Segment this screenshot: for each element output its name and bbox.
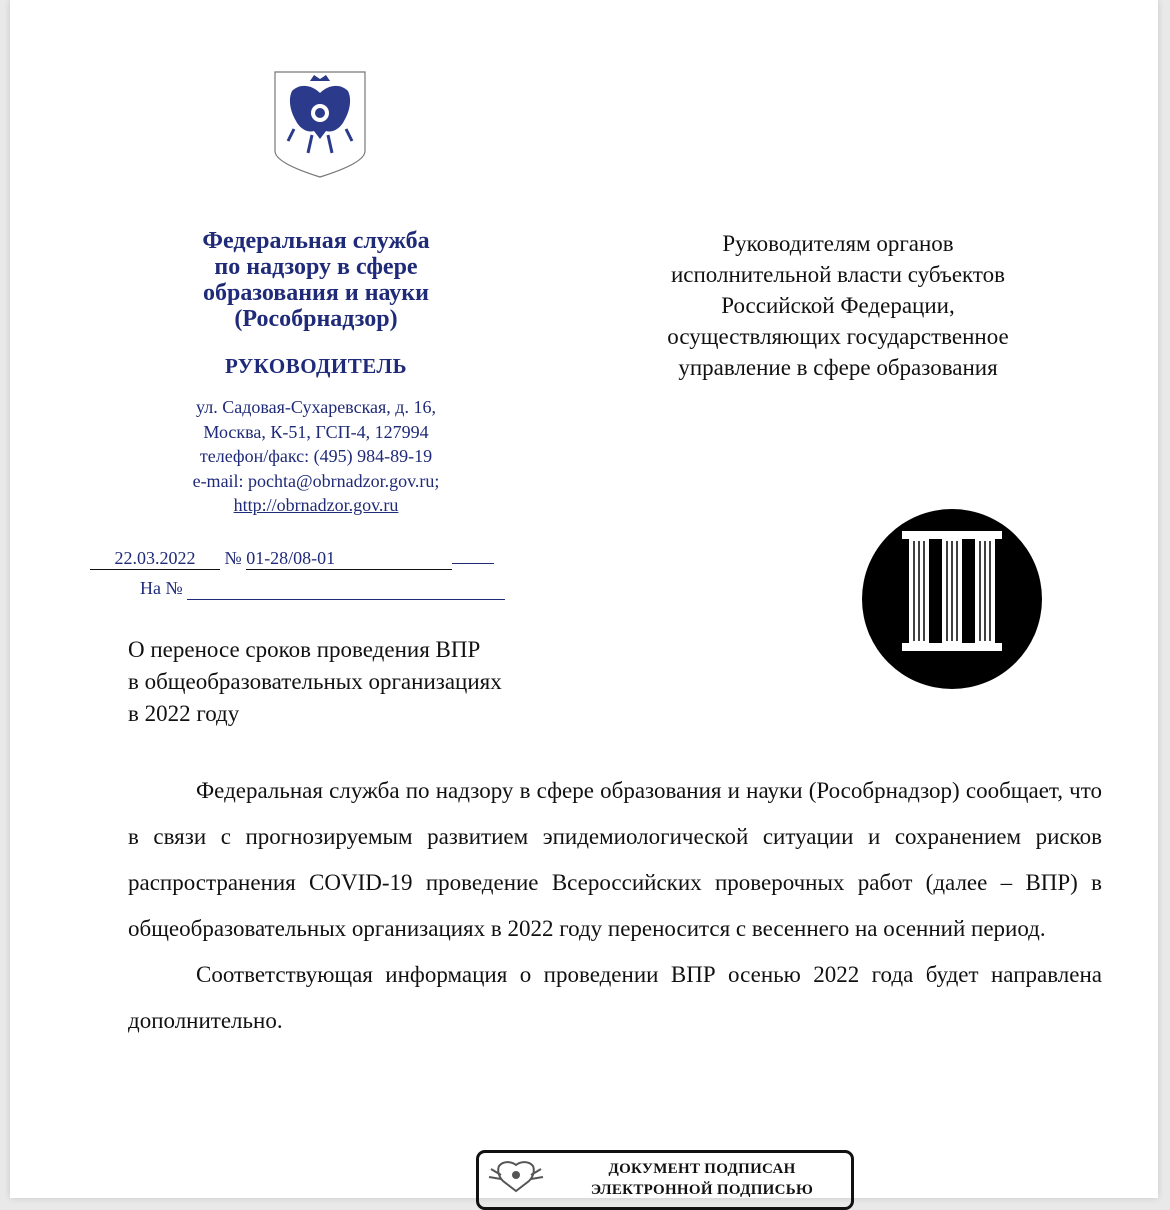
website-link[interactable]: http://obrnadzor.gov.ru	[233, 495, 399, 515]
reply-label: На №	[140, 578, 183, 598]
reply-line	[140, 578, 505, 600]
three-columns-logo	[862, 509, 1042, 689]
registration-date: 22.03.2022	[90, 548, 220, 570]
number-label: №	[224, 548, 242, 568]
organization-name: Федеральная служба по надзору в сфере образования и науки (Рособрнадзор)	[202, 228, 430, 332]
sender-block	[110, 228, 522, 518]
registration-line	[90, 548, 494, 570]
three-columns-icon	[862, 509, 1042, 689]
registration-number: 01-28/08-01	[246, 548, 452, 570]
stamp-text: ДОКУМЕНТ ПОДПИСАН ЭЛЕКТРОННОЙ ПОДПИСЬЮ	[590, 1161, 814, 1198]
letter-body	[128, 768, 1102, 1044]
e-signature-stamp	[476, 1150, 854, 1210]
document-page	[10, 0, 1158, 1198]
sender-address: ул. Садовая-Сухаревская, д. 16, Москва, К-51, ГСП-4, 127994 телефон/факс: (495) 984-89-19 e-mail: pochta@obrnadzor.gov.ru; http://obrnadzor.gov.ru	[192, 397, 440, 515]
coat-of-arms-icon	[274, 71, 366, 179]
position-title: РУКОВОДИТЕЛЬ	[224, 354, 408, 378]
recipient-block: Руководителям органов исполнительной власти субъектов Российской Федерации, осуществляющих государственное управление в сфере образования	[667, 231, 1009, 380]
letter-subject: О переносе сроков проведения ВПР в общеобразовательных организациях в 2022 году	[128, 637, 502, 726]
body-paragraph: Федеральная служба по надзору в сфере образования и науки (Рособрнадзор) сообщает, что в связи с прогнозируемым развитием эпидемиологической ситуации и сохранением рисков распространения COVID-19 проведение Всероссийских проверочных работ (далее – ВПР) в общеобразовательных организациях в 2022 году переносится с весеннего на осенний период.	[128, 778, 1102, 941]
emblem-icon	[487, 1157, 545, 1197]
body-paragraph: Соответствующая информация о проведении ВПР осенью 2022 года будет направлена дополнительно.	[128, 962, 1102, 1033]
